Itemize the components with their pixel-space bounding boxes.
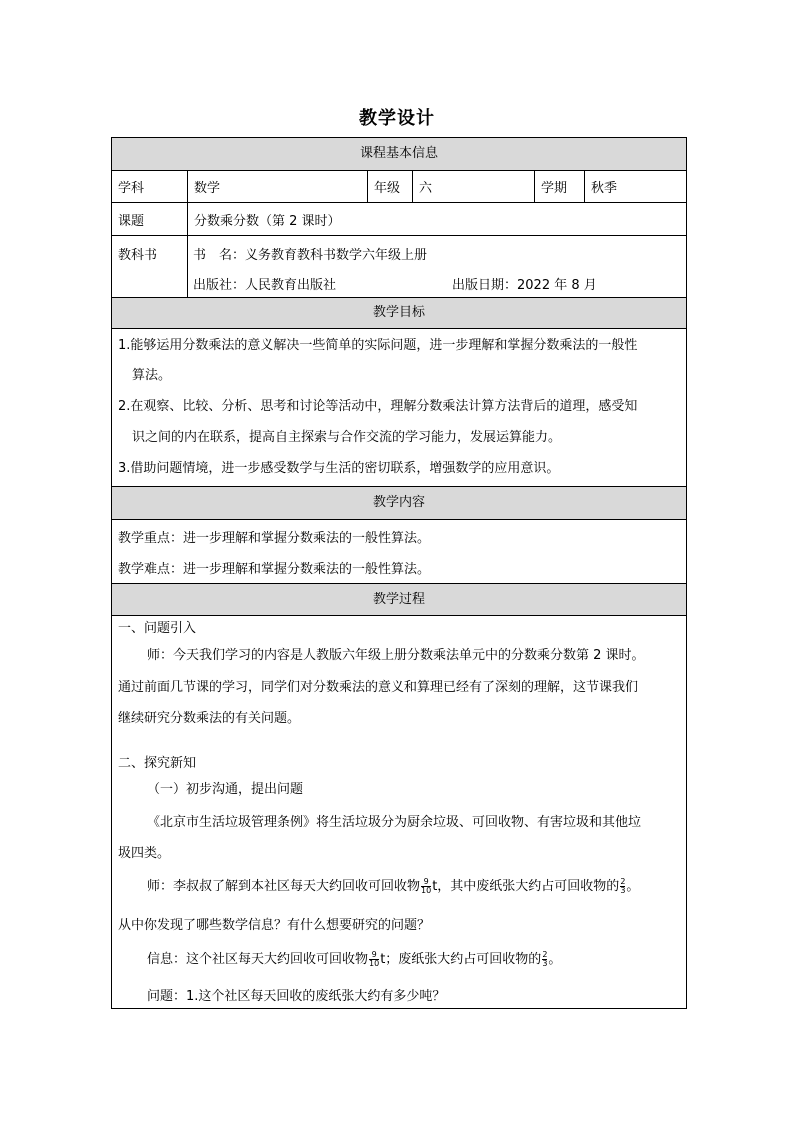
lesson-value: 分数乘分数（第 2 课时）	[187, 203, 686, 235]
goal-1-line-2: 算法。	[132, 368, 172, 383]
fraction-denominator: 10	[369, 959, 380, 968]
fraction-denominator: 10	[421, 886, 432, 895]
goal-1-line-1: 1.能够运用分数乘法的意义解决一些简单的实际问题，进一步理解和掌握分数乘法的一般性	[118, 338, 638, 353]
intro-line-2: 通过前面几节课的学习，同学们对分数乘法的意义和算理已经有了深刻的理解，这节课我们	[118, 680, 639, 695]
difficult-point: 教学难点：进一步理解和掌握分数乘法的一般性算法。	[118, 562, 431, 577]
term-value: 秋季	[584, 171, 686, 202]
teacher-question-part-b: t，其中废纸张大约占可回收物的	[432, 879, 620, 894]
subsection-1-heading: （一）初步沟通，提出问题	[147, 782, 304, 797]
regulation-line-2: 圾四类。	[118, 846, 171, 861]
intro-line-3: 继续研究分数乘法的有关问题。	[118, 711, 301, 726]
textbook-publisher: 出版社：人民教育出版社	[193, 278, 337, 293]
fraction-nine-tenths	[369, 951, 379, 968]
fraction-denominator: 3	[620, 886, 626, 895]
lesson-label: 课题	[118, 213, 145, 229]
textbook-name: 书 名：义务教育教科书数学六年级上册	[193, 248, 428, 263]
term-label: 学期	[534, 171, 584, 202]
goal-3: 3.借助问题情境，进一步感受数学与生活的密切联系，增强数学的应用意识。	[118, 461, 560, 476]
grade-label: 年级	[367, 171, 412, 202]
section-header-basic-info: 课程基本信息	[112, 138, 686, 171]
lesson-plan-table	[111, 137, 687, 1009]
question-1: 问题：1.这个社区每天回收的废纸张大约有多少吨？	[147, 989, 446, 1004]
intro-line-1: 师：今天我们学习的内容是人教版六年级上册分数乘法单元中的分数乘分数第 2 课时。	[147, 648, 645, 663]
textbook-row	[112, 236, 686, 298]
key-point: 教学重点：进一步理解和掌握分数乘法的一般性算法。	[118, 531, 431, 546]
teacher-question-line-2: 从中你发现了哪些数学信息？有什么想要研究的问题？	[118, 918, 431, 933]
fraction-nine-tenths	[421, 878, 431, 895]
document-title: 教学设计	[359, 108, 435, 129]
section-header-process: 教学过程	[112, 584, 686, 616]
section-header-goals: 教学目标	[112, 298, 686, 329]
fraction-denominator: 3	[542, 959, 548, 968]
process-body	[112, 616, 686, 1008]
goal-2-line-1: 2.在观察、比较、分析、思考和讨论等活动中，理解分数乘法计算方法背后的道理，感受知	[118, 399, 638, 414]
fraction-numerator: 2	[620, 877, 626, 886]
goal-2-line-2: 识之间的内在联系，提高自主探索与合作交流的学习能力，发展运算能力。	[132, 430, 562, 445]
grade-value: 六	[412, 171, 534, 202]
section-2-heading: 二、探究新知	[118, 756, 197, 771]
section-header-content: 教学内容	[112, 487, 686, 520]
fraction-two-thirds	[542, 951, 547, 968]
textbook-pub-date: 出版日期：2022 年 8 月	[452, 278, 597, 293]
goals-body	[112, 329, 686, 487]
subject-row	[112, 171, 686, 203]
teacher-question-line-1	[147, 875, 639, 895]
content-body	[112, 520, 686, 584]
info-line	[147, 948, 561, 968]
fraction-numerator: 9	[421, 878, 431, 887]
fraction-numerator: 2	[542, 950, 548, 959]
textbook-label: 教科书	[118, 248, 158, 263]
info-part-b: t；废纸张大约占可回收物的	[380, 952, 542, 967]
info-part-a: 信息：这个社区每天大约回收可回收物	[147, 952, 369, 967]
subject-label: 学科	[118, 181, 145, 196]
fraction-numerator: 9	[369, 951, 379, 960]
fraction-two-thirds	[620, 878, 625, 895]
subject-value: 数学	[187, 171, 367, 202]
teacher-question-part-c: 。	[626, 879, 640, 894]
regulation-line-1: 《北京市生活垃圾管理条例》将生活垃圾分为厨余垃圾、可回收物、有害垃圾和其他垃	[147, 815, 642, 830]
teacher-question-part-a: 师：李叔叔了解到本社区每天大约回收可回收物	[147, 879, 421, 894]
lesson-row	[112, 203, 686, 236]
section-1-heading: 一、问题引入	[118, 621, 197, 636]
info-part-c: 。	[548, 952, 562, 967]
